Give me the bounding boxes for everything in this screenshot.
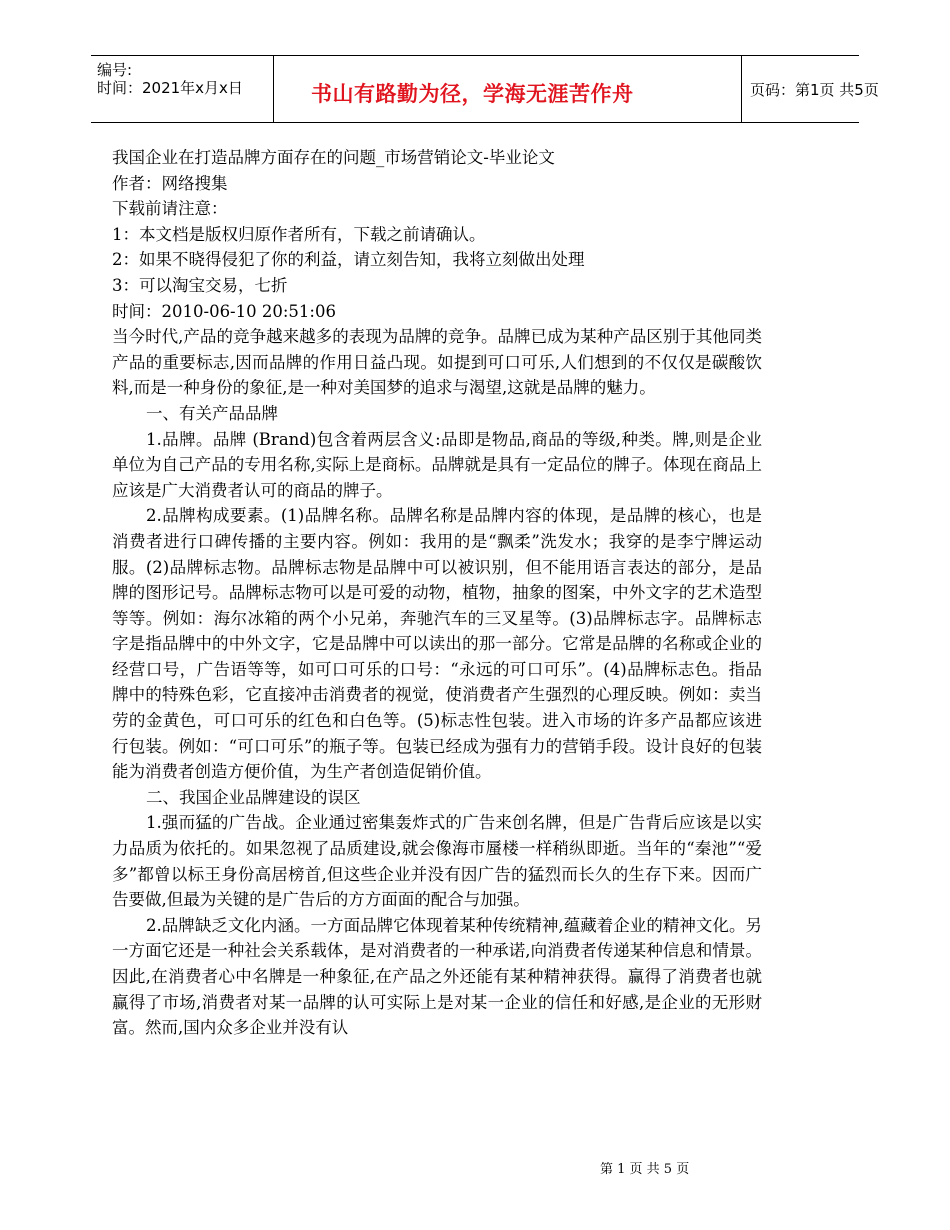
document-header bbox=[91, 55, 879, 123]
time-label: 时间：2021年x月x日 bbox=[97, 79, 243, 97]
page-footer: 第 1 页 共 5 页 bbox=[600, 1162, 690, 1177]
intro-paragraph: 当今时代,产品的竞争越来越多的表现为品牌的竞争。品牌已成为某种产品区别于其他同类产品的重要标志,因而品牌的作用日益凸现。如提到可口可乐,人们想到的不仅仅是碳酸饮料,而是一种身份的象征,是一种对美国梦的追求与渴望,这就是品牌的魅力。 bbox=[112, 327, 762, 398]
number-label: 编号: bbox=[97, 61, 133, 79]
header-motto-cell bbox=[273, 56, 742, 122]
article-title: 我国企业在打造品牌方面存在的问题_市场营销论文-毕业论文 bbox=[112, 148, 555, 167]
notice-item: 2：如果不晓得侵犯了你的利益，请立刻告知，我将立刻做出处理 bbox=[112, 250, 585, 270]
page-info: 页码：第1页 共5页 bbox=[750, 81, 879, 99]
header-meta-cell bbox=[91, 56, 274, 122]
article-body bbox=[112, 145, 762, 1041]
paragraph: 2.品牌构成要素。(1)品牌名称。品牌名称是品牌内容的体现，是品牌的核心，也是消费者进行口碑传播的主要内容。例如：我用的是“飘柔”洗发水；我穿的是李宁牌运动服。(2)品牌标志物。品牌标志物是品牌中可以被识别，但不能用语言表达的部分，是品牌的图形记号。品牌标志物可以是可爱的动物，植物，抽象的图案，中外文字的艺术造型等等。例如：海尔冰箱的两个小兄弟，奔驰汽车的三叉星等。(3)品牌标志字。品牌标志字是指品牌中的中外文字，它是品牌中可以读出的那一部分。它常是品牌的名称或企业的经营口号，广告语等等，如可口可乐的口号：“永远的可口可乐”。(4)品牌标志色。指品牌中的特殊色彩，它直接冲击消费者的视觉，使消费者产生强烈的心理反映。例如：卖当劳的金黄色，可口可乐的红色和白色等。(5)标志性包装。进入市场的许多产品都应该进行包装。例如：“可口可乐”的瓶子等。包装已经成为强有力的营销手段。设计良好的包装能为消费者创造方便价值，为生产者创造促销价值。 bbox=[112, 506, 762, 782]
notice-item: 1：本文档是版权归原作者所有，下载之前请确认。 bbox=[112, 224, 486, 244]
section-heading: 一、有关产品品牌 bbox=[146, 403, 278, 423]
motto: 书山有路勤为径，学海无涯苦作舟 bbox=[311, 82, 634, 106]
paragraph: 1.强而猛的广告战。企业通过密集轰炸式的广告来创名牌，但是广告背后应该是以实力品质为依托的。如果忽视了品质建设,就会像海市蜃楼一样稍纵即逝。当年的“秦池”“爱多”都曾以标王身份高居榜首,但这些企业并没有因广告的猛烈而长久的生存下来。因而广告要做,但最为关键的是广告后的方方面面的配合与加强。 bbox=[112, 813, 762, 910]
section-heading: 二、我国企业品牌建设的误区 bbox=[146, 787, 361, 807]
article-time: 时间：2010-06-10 20:51:06 bbox=[112, 301, 336, 321]
header-page-cell bbox=[741, 56, 879, 122]
notice-heading: 下载前请注意： bbox=[112, 199, 228, 219]
paragraph: 2.品牌缺乏文化内涵。一方面品牌它体现着某种传统精神,蕴藏着企业的精神文化。另一方面它还是一种社会关系载体，是对消费者的一种承诺,向消费者传递某种信息和情景。因此,在消费者心中名牌是一种象征,在产品之外还能有某种精神获得。赢得了消费者也就赢得了市场,消费者对某一品牌的认可实际上是对某一企业的信任和好感,是企业的无形财富。然而,国内众多企业并没有认 bbox=[112, 915, 762, 1038]
paragraph: 1.品牌。品牌 (Brand)包含着两层含义:品即是物品,商品的等级,种类。牌,则是企业单位为自己产品的专用名称,实际上是商标。品牌就是具有一定品位的牌子。体现在商品上应该是广大消费者认可的商品的牌子。 bbox=[112, 429, 762, 500]
notice-item: 3：可以淘宝交易，七折 bbox=[112, 275, 288, 295]
article-author: 作者：网络搜集 bbox=[112, 173, 228, 193]
